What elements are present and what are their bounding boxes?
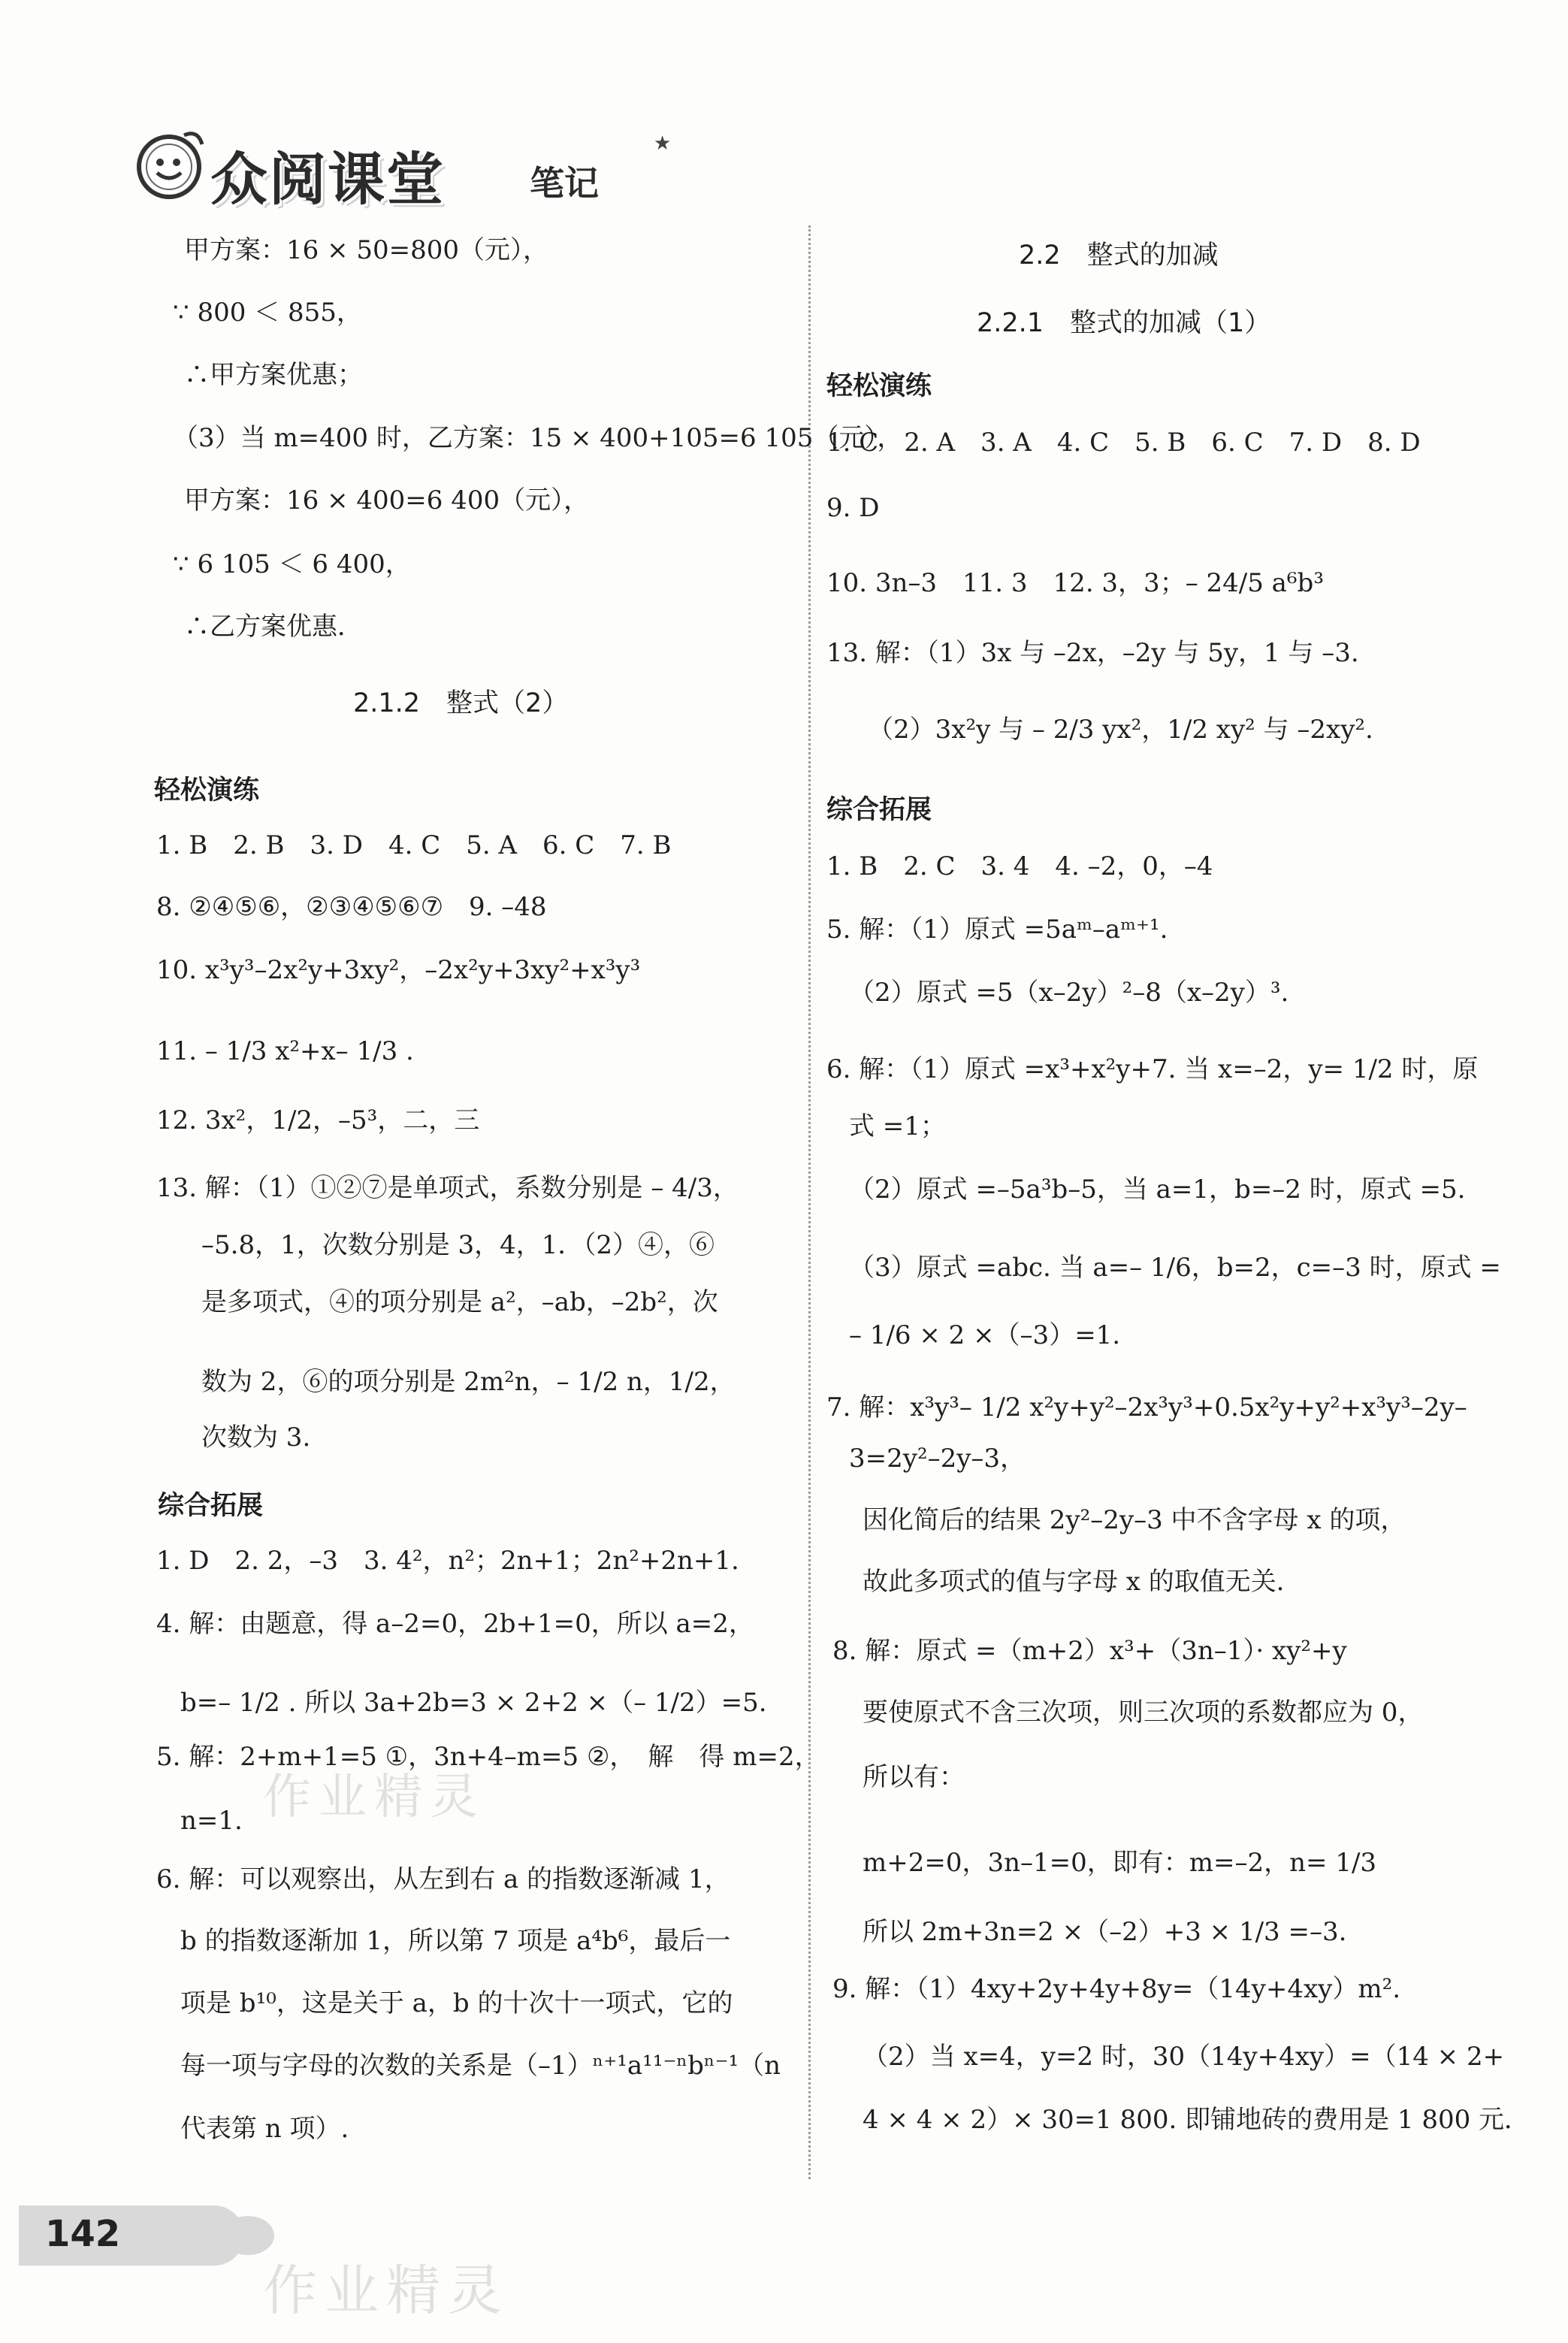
right-line: – 1/6 × 2 ×（–3）=1. — [849, 1320, 1121, 1350]
right-line: 3=2y²–2y–3， — [849, 1444, 1026, 1474]
subsection-heading: 轻松演练 — [826, 371, 932, 401]
right-line: 6. 解：（1）原式 =x³+x²y+7. 当 x=–2，y= 1/2 时，原 — [826, 1054, 1479, 1084]
brand-title: 众阅课堂 — [210, 146, 445, 213]
right-line: 要使原式不含三次项，则三次项的系数都应为 0， — [863, 1698, 1424, 1728]
left-line: ∵ 6 105 ＜ 6 400， — [173, 549, 411, 579]
left-line: b=– 1/2 . 所以 3a+2b=3 × 2+2 ×（– 1/2）=5. — [180, 1688, 767, 1718]
left-line: 项是 b¹⁰，这是关于 a，b 的十次十一项式，它的 — [180, 1988, 733, 2018]
left-line: 8. ②④⑤⑥，②③④⑤⑥⑦ 9. –48 — [156, 892, 547, 922]
left-line: 是多项式，④的项分别是 a²，–ab，–2b²，次 — [201, 1287, 718, 1317]
right-line: 8. 解：原式 =（m+2）x³+（3n–1）· xy²+y — [832, 1636, 1347, 1666]
subsection-heading: 综合拓展 — [826, 795, 932, 825]
left-line: 5. 解：2+m+1=5 ①，3n+4–m=5 ②， 解 得 m=2， — [156, 1742, 820, 1772]
section-title: 2.1.2 整式（2） — [353, 688, 569, 718]
left-line: ∴甲方案优惠； — [184, 360, 363, 390]
watermark-text: 作业精灵 — [263, 1770, 485, 1825]
section-title: 2.2 整式的加减 — [1019, 240, 1219, 271]
subsection-heading: 综合拓展 — [158, 1491, 264, 1521]
subsection-title: 2.2.1 整式的加减（1） — [977, 308, 1271, 338]
star-icon: ★ — [654, 132, 672, 155]
left-line: 1. B 2. B 3. D 4. C 5. A 6. C 7. B — [156, 830, 672, 860]
right-line: 1. B 2. C 3. 4 4. –2，0，–4 — [826, 851, 1213, 881]
left-line: 11. – 1/3 x²+x– 1/3 . — [156, 1036, 414, 1066]
left-line: 6. 解：可以观察出，从左到右 a 的指数逐渐减 1， — [156, 1864, 730, 1894]
left-line: 13. 解：（1）①②⑦是单项式，系数分别是 – 4/3， — [156, 1173, 739, 1203]
watermark-text: 作业精灵 — [263, 2259, 510, 2322]
page-number: 142 — [45, 2213, 121, 2255]
right-line: 因化简后的结果 2y²–2y–3 中不含字母 x 的项， — [863, 1505, 1406, 1535]
right-line: （2）原式 =–5a³b–5，当 a=1，b=–2 时，原式 =5. — [849, 1175, 1466, 1205]
left-line: 12. 3x²，1/2，–5³，二，三 — [156, 1105, 480, 1135]
right-line: 7. 解：x³y³– 1/2 x²y+y²–2x³y³+0.5x²y+y²+x³y³–2y– — [826, 1392, 1467, 1422]
brand-subtitle: 笔记 — [530, 163, 599, 204]
left-line: （3）当 m=400 时，乙方案：15 × 400+105=6 105（元）， — [173, 423, 903, 453]
right-line: 9. D — [826, 493, 880, 523]
left-line: 10. x³y³–2x²y+3xy²，–2x²y+3xy²+x³y³ — [156, 955, 641, 985]
right-line: 9. 解：（1）4xy+2y+4y+8y=（14y+4xy）m². — [832, 1974, 1401, 2004]
left-line: 1. D 2. 2，–3 3. 4²，n²；2n+1；2n²+2n+1. — [156, 1546, 739, 1576]
right-line: m+2=0，3n–1=0，即有：m=–2，n= 1/3 — [863, 1848, 1377, 1878]
left-line: 甲方案：16 × 400=6 400（元）， — [184, 485, 590, 515]
left-line: ∵ 800 ＜ 855， — [173, 298, 362, 328]
right-line: 1. C 2. A 3. A 4. C 5. B 6. C 7. D 8. D — [826, 428, 1421, 458]
left-line: 甲方案：16 × 50=800（元）， — [184, 235, 549, 265]
right-line: （2）3x²y 与 – 2/3 yx²，1/2 xy² 与 –2xy². — [868, 715, 1373, 745]
left-line: 数为 2，⑥的项分别是 2m²n，– 1/2 n，1/2， — [201, 1367, 736, 1397]
left-line: –5.8，1，次数分别是 3，4，1．（2）④，⑥ — [201, 1230, 715, 1260]
brand-logo-icon — [131, 128, 207, 203]
right-line: 所以 2m+3n=2 ×（–2）+3 × 1/3 =–3. — [863, 1917, 1347, 1947]
left-line: 4. 解：由题意，得 a–2=0，2b+1=0，所以 a=2， — [156, 1609, 754, 1639]
right-line: 所以有： — [863, 1762, 965, 1792]
left-line: b 的指数逐渐加 1，所以第 7 项是 a⁴b⁶，最后一 — [180, 1926, 731, 1956]
subsection-heading: 轻松演练 — [154, 775, 260, 806]
right-line: 5. 解：（1）原式 =5aᵐ–aᵐ⁺¹. — [826, 915, 1168, 945]
right-line: 4 × 4 × 2）× 30=1 800. 即铺地砖的费用是 1 800 元． — [863, 2105, 1530, 2135]
left-line: 每一项与字母的次数的关系是（–1）ⁿ⁺¹a¹¹⁻ⁿbⁿ⁻¹（n — [180, 2051, 781, 2081]
right-line: （2）原式 =5（x–2y）²–8（x–2y）³. — [849, 978, 1289, 1008]
right-line: 式 =1； — [849, 1111, 946, 1141]
left-line: 次数为 3. — [201, 1422, 311, 1453]
column-divider — [808, 225, 811, 2179]
right-line: 故此多项式的值与字母 x 的取值无关． — [863, 1567, 1302, 1597]
right-line: （2）当 x=4，y=2 时，30（14y+4xy）=（14 × 2+ — [863, 2042, 1505, 2072]
left-line: n=1. — [180, 1806, 243, 1836]
right-line: （3）原式 =abc. 当 a=– 1/6，b=2，c=–3 时，原式 = — [849, 1253, 1501, 1283]
left-line: 代表第 n 项）. — [180, 2114, 349, 2144]
right-line: 10. 3n–3 11. 3 12. 3，3；– 24/5 a⁶b³ — [826, 568, 1324, 598]
left-line: ∴乙方案优惠． — [184, 612, 363, 642]
right-line: 13. 解：（1）3x 与 –2x，–2y 与 5y，1 与 –3. — [826, 638, 1359, 668]
